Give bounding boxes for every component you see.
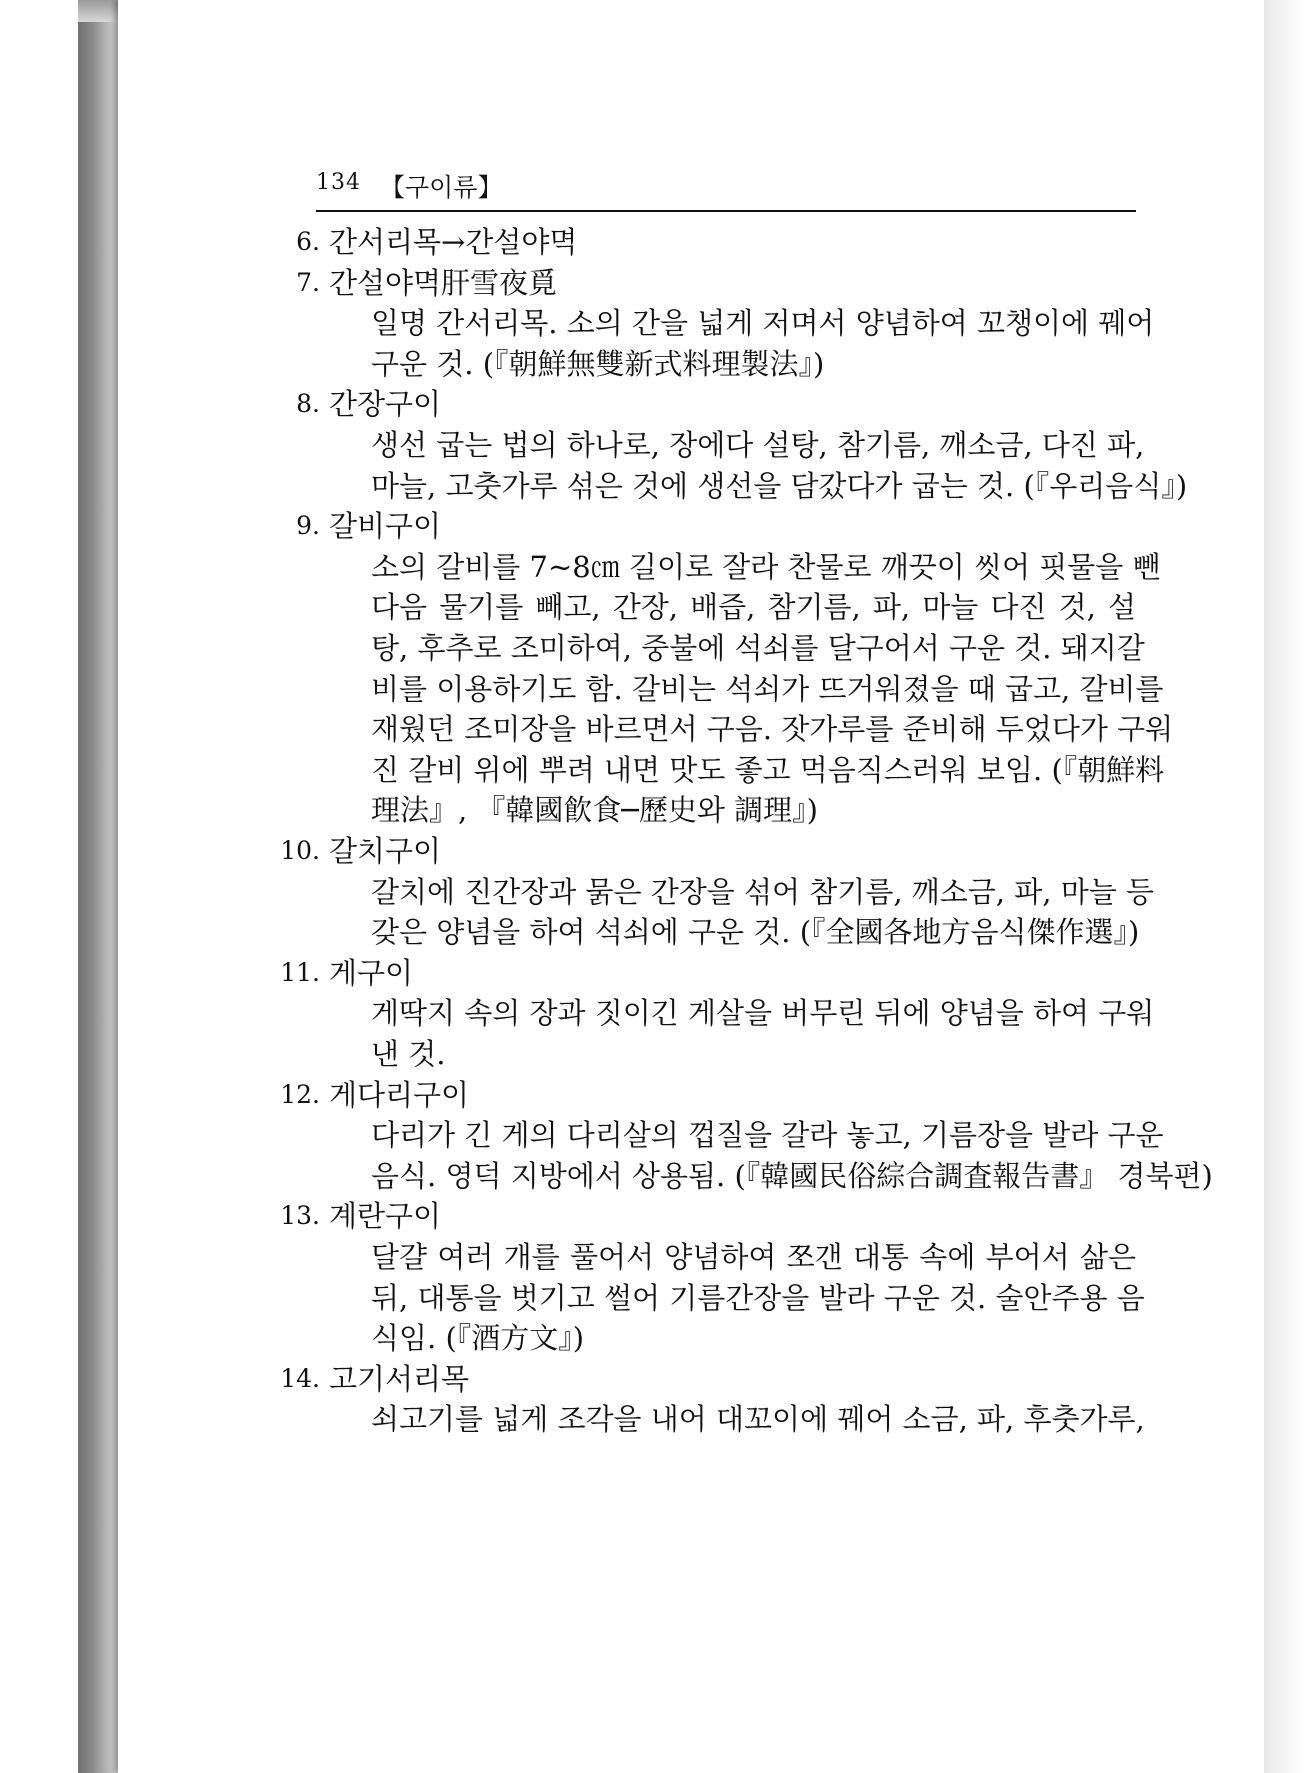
entry-body-line: 일명 간서리목. 소의 간을 넓게 저며서 양념하여 꼬챙이에 꿰어	[371, 306, 1155, 341]
entry-body-line: 理法』, 『韓國飮食─歷史와 調理』)	[371, 793, 818, 828]
entry-title: 갈비구이	[329, 509, 442, 544]
entry-number: 11.	[280, 957, 320, 987]
entry-number: 9.	[296, 511, 320, 541]
entry-number: 12.	[280, 1079, 320, 1109]
entry-body-line: 비를 이용하기도 함. 갈비는 석쇠가 뜨거워졌을 때 굽고, 갈비를	[371, 671, 1164, 706]
entry-body-line: 음식. 영덕 지방에서 상용됨. (『韓國民俗綜合調査報告書』 경북편)	[371, 1158, 1213, 1193]
entry-body-line: 게딱지 속의 장과 짓이긴 게살을 버무린 뒤에 양념을 하여 구워	[371, 996, 1155, 1031]
entry-body-line: 낸 것.	[371, 1037, 446, 1071]
entry-title: 게다리구이	[329, 1077, 470, 1112]
entry-body-line: 재웠던 조미장을 바르면서 구음. 잣가루를 준비해 두었다가 구워	[371, 712, 1174, 747]
entry-body-line: 소의 갈비를 7∼8㎝ 길이로 잘라 찬물로 깨끗이 씻어 핏물을 뺀	[371, 549, 1161, 584]
entry-title: 고기서리목	[329, 1361, 470, 1396]
entry-number: 7.	[296, 267, 320, 297]
entry-body-line: 식임. (『酒方文』)	[371, 1321, 585, 1356]
entry-number: 8.	[296, 389, 320, 419]
entry-number: 6.	[296, 227, 320, 256]
entry-body-line: 다리가 긴 게의 다리살의 껍질을 갈라 놓고, 기름장을 발라 구운	[371, 1118, 1164, 1153]
entry-body-line: 탕, 후추로 조미하여, 중불에 석쇠를 달구어서 구운 것. 돼지갈	[371, 631, 1145, 665]
entry-title: 게구이	[329, 955, 414, 990]
entry-body-line: 진 갈비 위에 뿌려 내면 맛도 좋고 먹음직스러워 보임. (『朝鮮料	[371, 752, 1165, 787]
entry-body-line: 달걀 여러 개를 풀어서 양념하여 쪼갠 대통 속에 부어서 삶은	[371, 1240, 1136, 1274]
entry-title: 간서리목→간설야멱	[329, 225, 578, 259]
book-spine-edge	[78, 0, 120, 1773]
entry-number: 13.	[280, 1201, 320, 1231]
entry-title: 갈치구이	[329, 834, 442, 868]
entry-body-line: 갖은 양념을 하여 석쇠에 구운 것. (『全國各地方음식傑作選』)	[371, 915, 1140, 950]
entry-body-line: 생선 굽는 법의 하나로, 장에다 설탕, 참기름, 깨소금, 다진 파,	[371, 428, 1145, 462]
entry-title: 간설야멱肝雪夜覓	[329, 265, 558, 300]
page-shadow	[1264, 0, 1309, 1773]
entry-body-line: 갈치에 진간장과 묽은 간장을 섞어 참기름, 깨소금, 파, 마늘 등	[371, 874, 1154, 909]
entry-body-line: 쇠고기를 넓게 조각을 내어 대꼬이에 꿰어 소금, 파, 후춧가루,	[371, 1402, 1145, 1437]
entry-body-line: 다음 물기를 빼고, 간장, 배즙, 참기름, 파, 마늘 다진 것, 설	[371, 590, 1136, 625]
page-number: 134	[316, 170, 361, 195]
entry-body-line: 구운 것. (『朝鮮無雙新式料理製法』)	[371, 346, 825, 381]
entry-title: 계란구이	[329, 1199, 442, 1234]
entry-body-line: 뒤, 대통을 벗기고 썰어 기름간장을 발라 구운 것. 술안주용 음	[371, 1280, 1145, 1315]
entry-body-line: 마늘, 고춧가루 섞은 것에 생선을 담갔다가 굽는 것. (『우리음식』)	[371, 468, 1188, 503]
running-head: 【구이류】	[380, 173, 503, 202]
page-header	[316, 170, 1136, 212]
entry-number: 14.	[280, 1363, 320, 1393]
entry-number: 10.	[280, 836, 320, 865]
entry-title: 간장구이	[329, 387, 442, 422]
